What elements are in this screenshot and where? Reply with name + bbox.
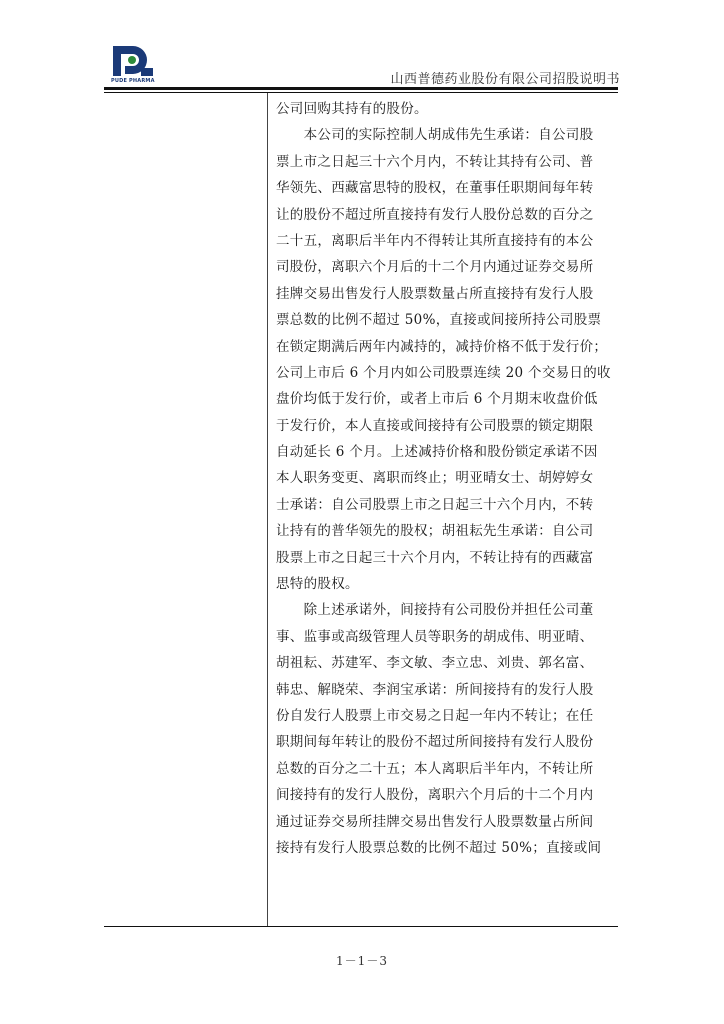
document-header-title: 山西普德药业股份有限公司招股说明书 xyxy=(390,72,620,87)
text-line: 票总数的比例不超过 50%，直接或间接所持公司股票 xyxy=(276,312,602,329)
text-line: 司股份，离职六个月后的十二个月内通过证券交易所 xyxy=(276,259,594,276)
text-line: 间接持有的发行人股份，离职六个月后的十二个月内 xyxy=(276,787,594,804)
text-line: 让持有的普华领先的股权；胡祖耘先生承诺：自公司 xyxy=(276,523,594,540)
text-line: 总数的百分之二十五；本人离职后半年内，不转让所 xyxy=(276,760,594,777)
logo-wordmark: PUDE PHARMA xyxy=(111,78,155,84)
text-line: 自动延长 6 个月。上述减持价格和股份锁定承诺不因 xyxy=(276,444,598,461)
text-line: 华领先、西藏富思特的股权，在董事任职期间每年转 xyxy=(276,180,594,197)
text-line: 通过证券交易所挂牌交易出售发行人股票数量占所间 xyxy=(276,813,594,830)
text-line: 接持有发行人股票总数的比例不超过 50%；直接或间 xyxy=(276,839,602,856)
page-number: 1－1－3 xyxy=(336,954,388,968)
text-line: 本公司的实际控制人胡成伟先生承诺：自公司股 xyxy=(276,127,594,144)
text-line: 盘价均低于发行价，或者上市后 6 个月期末收盘价低 xyxy=(276,391,598,408)
logo-mark-icon xyxy=(111,44,155,78)
document-body xyxy=(276,96,628,861)
text-line: 挂牌交易出售发行人股票数量占所直接持有发行人股 xyxy=(276,285,594,302)
text-line: 份自发行人股票上市交易之日起一年内不转让；在任 xyxy=(276,707,594,724)
text-line: 让的股份不超过所直接持有发行人股份总数的百分之 xyxy=(276,206,594,223)
left-margin-rule xyxy=(267,93,268,926)
text-line: 职期间每年转让的股份不超过所间接持有发行人股份 xyxy=(276,734,594,751)
footer-divider xyxy=(104,926,618,927)
text-line: 票上市之日起三十六个月内，不转让其持有公司、普 xyxy=(276,153,594,170)
text-line: 股票上市之日起三十六个月内，不转让持有的西藏富 xyxy=(276,549,594,566)
text-line: 士承诺：自公司股票上市之日起三十六个月内，不转 xyxy=(276,496,594,513)
text-line: 公司回购其持有的股份。 xyxy=(276,101,428,117)
text-line: 公司上市后 6 个月内如公司股票连续 20 个交易日的收 xyxy=(276,364,611,381)
text-line: 事、监事或高级管理人员等职务的胡成伟、明亚晴、 xyxy=(276,628,594,645)
text-line: 除上述承诺外，间接持有公司股份并担任公司董 xyxy=(276,602,594,619)
text-line: 在锁定期满后两年内减持的，减持价格不低于发行价； xyxy=(276,338,608,355)
header-divider-thick xyxy=(104,87,618,90)
text-line: 二十五，离职后半年内不得转让其所直接持有的本公 xyxy=(276,232,594,249)
text-line: 于发行价，本人直接或间接持有公司股票的锁定期限 xyxy=(276,417,594,434)
text-line: 思特的股权。 xyxy=(276,576,359,593)
text-line: 胡祖耘、苏建军、李文敏、李立忠、刘贵、郭名富、 xyxy=(276,655,594,672)
text-line: 本人职务变更、离职而终止；明亚晴女士、胡婷婷女 xyxy=(276,470,594,487)
text-line: 韩忠、解晓荣、李润宝承诺：所间接持有的发行人股 xyxy=(276,681,594,698)
header-divider-thin xyxy=(104,92,618,93)
